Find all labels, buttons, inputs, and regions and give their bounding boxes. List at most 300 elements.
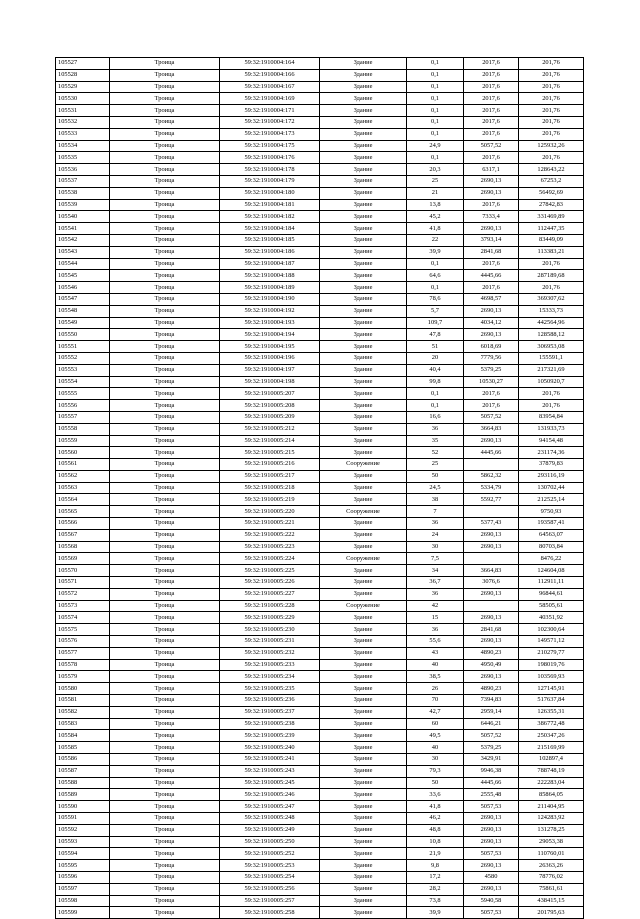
area-cell: 34 xyxy=(407,565,464,577)
area-cell: 25 xyxy=(407,459,464,471)
object-type-cell: Здание xyxy=(320,907,407,919)
cadastral-number-cell: 59:32:1910005:228 xyxy=(220,600,320,612)
object-type-cell: Сооружение xyxy=(320,459,407,471)
table-row xyxy=(56,612,584,624)
object-number-cell: 105537 xyxy=(56,175,110,187)
cadastral-value-cell: 201,76 xyxy=(519,282,584,294)
object-number-cell: 105528 xyxy=(56,69,110,81)
object-number-cell: 105530 xyxy=(56,93,110,105)
locality-cell: Троица xyxy=(110,105,220,117)
table-row xyxy=(56,718,584,730)
locality-cell: Троица xyxy=(110,175,220,187)
table-row xyxy=(56,636,584,648)
object-type-cell: Здание xyxy=(320,871,407,883)
object-number-cell: 105536 xyxy=(56,164,110,176)
table-row xyxy=(56,789,584,801)
object-type-cell: Здание xyxy=(320,341,407,353)
area-cell: 7,5 xyxy=(407,553,464,565)
object-number-cell: 105581 xyxy=(56,695,110,707)
cadastral-number-cell: 59:32:1910005:216 xyxy=(220,459,320,471)
object-type-cell: Здание xyxy=(320,246,407,258)
object-type-cell: Здание xyxy=(320,836,407,848)
locality-cell: Троица xyxy=(110,636,220,648)
cadastral-number-cell: 59:32:1910005:237 xyxy=(220,706,320,718)
locality-cell: Троица xyxy=(110,695,220,707)
object-type-cell: Здание xyxy=(320,777,407,789)
locality-cell: Троица xyxy=(110,529,220,541)
area-cell: 0,1 xyxy=(407,152,464,164)
cadastral-number-cell: 59:32:1910005:229 xyxy=(220,612,320,624)
object-number-cell: 105579 xyxy=(56,671,110,683)
cadastral-value-cell: 331469,89 xyxy=(519,211,584,223)
cadastral-number-cell: 59:32:1910004:197 xyxy=(220,364,320,376)
cadastral-value-cell: 56492,69 xyxy=(519,187,584,199)
cadastral-number-cell: 59:32:1910005:209 xyxy=(220,411,320,423)
object-type-cell: Здание xyxy=(320,234,407,246)
table-row xyxy=(56,765,584,777)
unit-value-cell: 5592,77 xyxy=(464,494,519,506)
unit-value-cell: 5057,52 xyxy=(464,140,519,152)
object-number-cell: 105586 xyxy=(56,754,110,766)
cadastral-number-cell: 59:32:1910005:222 xyxy=(220,529,320,541)
locality-cell: Троица xyxy=(110,659,220,671)
area-cell: 40 xyxy=(407,659,464,671)
cadastral-number-cell: 59:32:1910004:198 xyxy=(220,376,320,388)
area-cell: 73,8 xyxy=(407,895,464,907)
unit-value-cell: 2690,13 xyxy=(464,636,519,648)
area-cell: 30 xyxy=(407,754,464,766)
object-type-cell: Здание xyxy=(320,69,407,81)
object-number-cell: 105551 xyxy=(56,341,110,353)
object-type-cell: Здание xyxy=(320,364,407,376)
cadastral-number-cell: 59:32:1910005:214 xyxy=(220,435,320,447)
object-number-cell: 105577 xyxy=(56,647,110,659)
object-type-cell: Здание xyxy=(320,258,407,270)
locality-cell: Троица xyxy=(110,824,220,836)
table-row xyxy=(56,459,584,471)
table-row xyxy=(56,659,584,671)
unit-value-cell: 4445,66 xyxy=(464,270,519,282)
area-cell: 0,1 xyxy=(407,116,464,128)
cadastral-number-cell: 59:32:1910005:208 xyxy=(220,400,320,412)
unit-value-cell: 5334,79 xyxy=(464,482,519,494)
unit-value-cell: 2690,13 xyxy=(464,860,519,872)
area-cell: 50 xyxy=(407,470,464,482)
cadastral-value-cell: 64563,07 xyxy=(519,529,584,541)
area-cell: 20,3 xyxy=(407,164,464,176)
locality-cell: Троица xyxy=(110,883,220,895)
cadastral-value-cell: 113383,21 xyxy=(519,246,584,258)
unit-value-cell: 2017,6 xyxy=(464,128,519,140)
cadastral-value-cell: 201,76 xyxy=(519,388,584,400)
object-type-cell: Здание xyxy=(320,848,407,860)
object-number-cell: 105571 xyxy=(56,577,110,589)
locality-cell: Троица xyxy=(110,411,220,423)
table-row xyxy=(56,69,584,81)
object-type-cell: Здание xyxy=(320,447,407,459)
object-type-cell: Здание xyxy=(320,400,407,412)
unit-value-cell: 2017,6 xyxy=(464,69,519,81)
cadastral-value-cell: 127145,91 xyxy=(519,683,584,695)
cadastral-number-cell: 59:32:1910005:233 xyxy=(220,659,320,671)
object-type-cell: Здание xyxy=(320,58,407,70)
object-number-cell: 105585 xyxy=(56,742,110,754)
object-type-cell: Здание xyxy=(320,718,407,730)
cadastral-value-cell: 131278,25 xyxy=(519,824,584,836)
unit-value-cell: 2690,13 xyxy=(464,529,519,541)
cadastral-value-cell: 211404,95 xyxy=(519,801,584,813)
cadastral-number-cell: 59:32:1910005:247 xyxy=(220,801,320,813)
table-row xyxy=(56,175,584,187)
area-cell: 79,3 xyxy=(407,765,464,777)
cadastral-value-cell: 198019,76 xyxy=(519,659,584,671)
area-cell: 99,8 xyxy=(407,376,464,388)
object-type-cell: Здание xyxy=(320,789,407,801)
unit-value-cell: 2017,6 xyxy=(464,199,519,211)
area-cell: 40 xyxy=(407,742,464,754)
object-type-cell: Здание xyxy=(320,624,407,636)
table-row xyxy=(56,211,584,223)
unit-value-cell xyxy=(464,459,519,471)
table-row xyxy=(56,317,584,329)
cadastral-value-cell: 306953,08 xyxy=(519,341,584,353)
cadastral-number-cell: 59:32:1910004:167 xyxy=(220,81,320,93)
object-type-cell: Здание xyxy=(320,565,407,577)
cadastral-value-cell: 15333,73 xyxy=(519,305,584,317)
object-number-cell: 105556 xyxy=(56,400,110,412)
area-cell: 13,8 xyxy=(407,199,464,211)
cadastral-value-cell: 9750,93 xyxy=(519,506,584,518)
object-number-cell: 105572 xyxy=(56,588,110,600)
object-type-cell: Здание xyxy=(320,293,407,305)
area-cell: 39,9 xyxy=(407,907,464,919)
unit-value-cell: 2017,6 xyxy=(464,58,519,70)
cadastral-number-cell: 59:32:1910005:243 xyxy=(220,765,320,777)
table-row xyxy=(56,647,584,659)
unit-value-cell: 4950,49 xyxy=(464,659,519,671)
locality-cell: Троица xyxy=(110,600,220,612)
cadastral-value-cell: 67253,2 xyxy=(519,175,584,187)
cadastral-number-cell: 59:32:1910004:189 xyxy=(220,282,320,294)
unit-value-cell: 5057,53 xyxy=(464,907,519,919)
table-row xyxy=(56,270,584,282)
locality-cell: Троица xyxy=(110,258,220,270)
object-type-cell: Здание xyxy=(320,706,407,718)
object-type-cell: Здание xyxy=(320,211,407,223)
object-number-cell: 105554 xyxy=(56,376,110,388)
cadastral-number-cell: 59:32:1910004:179 xyxy=(220,175,320,187)
object-type-cell: Здание xyxy=(320,199,407,211)
locality-cell: Троица xyxy=(110,352,220,364)
locality-cell: Троица xyxy=(110,447,220,459)
locality-cell: Троица xyxy=(110,270,220,282)
locality-cell: Троица xyxy=(110,541,220,553)
area-cell: 24,9 xyxy=(407,140,464,152)
object-number-cell: 105591 xyxy=(56,813,110,825)
object-type-cell: Здание xyxy=(320,270,407,282)
cadastral-value-cell: 201,76 xyxy=(519,128,584,140)
cadastral-number-cell: 59:32:1910004:186 xyxy=(220,246,320,258)
unit-value-cell: 3664,83 xyxy=(464,565,519,577)
unit-value-cell: 2690,13 xyxy=(464,824,519,836)
object-number-cell: 105575 xyxy=(56,624,110,636)
area-cell: 22 xyxy=(407,234,464,246)
unit-value-cell: 5377,43 xyxy=(464,518,519,530)
table-row xyxy=(56,506,584,518)
locality-cell: Троица xyxy=(110,506,220,518)
object-type-cell: Здание xyxy=(320,152,407,164)
unit-value-cell: 2690,13 xyxy=(464,329,519,341)
registry-table-body xyxy=(56,58,584,919)
unit-value-cell: 2017,6 xyxy=(464,93,519,105)
cadastral-value-cell: 94154,48 xyxy=(519,435,584,447)
cadastral-number-cell: 59:32:1910005:250 xyxy=(220,836,320,848)
table-row xyxy=(56,494,584,506)
locality-cell: Троица xyxy=(110,624,220,636)
area-cell: 0,1 xyxy=(407,81,464,93)
locality-cell: Троица xyxy=(110,423,220,435)
unit-value-cell: 2017,6 xyxy=(464,105,519,117)
object-type-cell: Здание xyxy=(320,494,407,506)
locality-cell: Троица xyxy=(110,164,220,176)
cadastral-value-cell: 201,76 xyxy=(519,58,584,70)
area-cell: 0,1 xyxy=(407,282,464,294)
object-type-cell: Здание xyxy=(320,801,407,813)
cadastral-value-cell: 369307,62 xyxy=(519,293,584,305)
unit-value-cell: 2690,13 xyxy=(464,612,519,624)
object-type-cell: Здание xyxy=(320,813,407,825)
object-type-cell: Здание xyxy=(320,742,407,754)
unit-value-cell: 6018,69 xyxy=(464,341,519,353)
unit-value-cell: 3664,83 xyxy=(464,423,519,435)
cadastral-number-cell: 59:32:1910005:236 xyxy=(220,695,320,707)
object-type-cell: Здание xyxy=(320,352,407,364)
area-cell: 0,1 xyxy=(407,388,464,400)
object-type-cell: Здание xyxy=(320,329,407,341)
unit-value-cell: 2690,13 xyxy=(464,223,519,235)
cadastral-value-cell: 201,76 xyxy=(519,81,584,93)
object-number-cell: 105595 xyxy=(56,860,110,872)
cadastral-number-cell: 59:32:1910004:180 xyxy=(220,187,320,199)
object-type-cell: Здание xyxy=(320,423,407,435)
area-cell: 46,2 xyxy=(407,813,464,825)
cadastral-value-cell: 287189,68 xyxy=(519,270,584,282)
cadastral-number-cell: 59:32:1910004:182 xyxy=(220,211,320,223)
cadastral-value-cell: 112447,35 xyxy=(519,223,584,235)
table-row xyxy=(56,435,584,447)
object-number-cell: 105566 xyxy=(56,518,110,530)
unit-value-cell: 4890,23 xyxy=(464,647,519,659)
cadastral-value-cell: 149571,12 xyxy=(519,636,584,648)
table-row xyxy=(56,105,584,117)
table-row xyxy=(56,824,584,836)
cadastral-number-cell: 59:32:1910005:226 xyxy=(220,577,320,589)
table-row xyxy=(56,871,584,883)
cadastral-value-cell: 222283,04 xyxy=(519,777,584,789)
object-type-cell: Здание xyxy=(320,282,407,294)
unit-value-cell: 5057,53 xyxy=(464,848,519,860)
object-type-cell: Здание xyxy=(320,105,407,117)
table-row xyxy=(56,187,584,199)
cadastral-number-cell: 59:32:1910005:256 xyxy=(220,883,320,895)
object-number-cell: 105567 xyxy=(56,529,110,541)
locality-cell: Троица xyxy=(110,647,220,659)
object-number-cell: 105584 xyxy=(56,730,110,742)
object-number-cell: 105549 xyxy=(56,317,110,329)
object-number-cell: 105590 xyxy=(56,801,110,813)
object-number-cell: 105574 xyxy=(56,612,110,624)
unit-value-cell: 5862,32 xyxy=(464,470,519,482)
locality-cell: Троица xyxy=(110,742,220,754)
cadastral-number-cell: 59:32:1910004:166 xyxy=(220,69,320,81)
cadastral-value-cell: 37879,83 xyxy=(519,459,584,471)
object-number-cell: 105555 xyxy=(56,388,110,400)
unit-value-cell: 3793,14 xyxy=(464,234,519,246)
cadastral-number-cell: 59:32:1910005:225 xyxy=(220,565,320,577)
unit-value-cell xyxy=(464,506,519,518)
cadastral-number-cell: 59:32:1910004:195 xyxy=(220,341,320,353)
cadastral-number-cell: 59:32:1910004:178 xyxy=(220,164,320,176)
object-number-cell: 105563 xyxy=(56,482,110,494)
area-cell: 0,1 xyxy=(407,105,464,117)
object-number-cell: 105576 xyxy=(56,636,110,648)
table-row xyxy=(56,813,584,825)
cadastral-number-cell: 59:32:1910004:169 xyxy=(220,93,320,105)
unit-value-cell: 2841,68 xyxy=(464,246,519,258)
locality-cell: Троица xyxy=(110,588,220,600)
locality-cell: Троица xyxy=(110,140,220,152)
table-row xyxy=(56,577,584,589)
locality-cell: Троица xyxy=(110,612,220,624)
table-row xyxy=(56,234,584,246)
area-cell: 33,6 xyxy=(407,789,464,801)
locality-cell: Троица xyxy=(110,718,220,730)
cadastral-number-cell: 59:32:1910005:254 xyxy=(220,871,320,883)
cadastral-value-cell: 155591,1 xyxy=(519,352,584,364)
table-row xyxy=(56,801,584,813)
area-cell: 55,6 xyxy=(407,636,464,648)
locality-cell: Троица xyxy=(110,730,220,742)
area-cell: 36 xyxy=(407,423,464,435)
locality-cell: Троица xyxy=(110,801,220,813)
cadastral-number-cell: 59:32:1910005:219 xyxy=(220,494,320,506)
area-cell: 49,5 xyxy=(407,730,464,742)
table-row xyxy=(56,860,584,872)
object-type-cell: Здание xyxy=(320,730,407,742)
unit-value-cell xyxy=(464,600,519,612)
locality-cell: Троица xyxy=(110,199,220,211)
locality-cell: Троица xyxy=(110,246,220,258)
unit-value-cell: 2690,13 xyxy=(464,541,519,553)
object-number-cell: 105565 xyxy=(56,506,110,518)
cadastral-number-cell: 59:32:1910005:252 xyxy=(220,848,320,860)
area-cell: 40,4 xyxy=(407,364,464,376)
unit-value-cell: 3429,91 xyxy=(464,754,519,766)
cadastral-number-cell: 59:32:1910005:234 xyxy=(220,671,320,683)
table-row xyxy=(56,848,584,860)
locality-cell: Троица xyxy=(110,435,220,447)
area-cell: 0,1 xyxy=(407,400,464,412)
area-cell: 0,1 xyxy=(407,69,464,81)
cadastral-value-cell: 112911,11 xyxy=(519,577,584,589)
locality-cell: Троица xyxy=(110,482,220,494)
locality-cell: Троица xyxy=(110,871,220,883)
cadastral-number-cell: 59:32:1910004:193 xyxy=(220,317,320,329)
unit-value-cell: 2690,13 xyxy=(464,305,519,317)
unit-value-cell: 4580 xyxy=(464,871,519,883)
locality-cell: Троица xyxy=(110,907,220,919)
object-type-cell: Здание xyxy=(320,883,407,895)
object-number-cell: 105570 xyxy=(56,565,110,577)
object-number-cell: 105552 xyxy=(56,352,110,364)
locality-cell: Троица xyxy=(110,341,220,353)
cadastral-value-cell: 201,76 xyxy=(519,400,584,412)
locality-cell: Троица xyxy=(110,754,220,766)
object-type-cell: Здание xyxy=(320,317,407,329)
cadastral-number-cell: 59:32:1910005:258 xyxy=(220,907,320,919)
cadastral-value-cell: 96844,61 xyxy=(519,588,584,600)
area-cell: 0,1 xyxy=(407,128,464,140)
area-cell: 52 xyxy=(407,447,464,459)
object-type-cell: Здание xyxy=(320,376,407,388)
unit-value-cell: 5057,53 xyxy=(464,801,519,813)
object-number-cell: 105569 xyxy=(56,553,110,565)
object-number-cell: 105580 xyxy=(56,683,110,695)
table-row xyxy=(56,600,584,612)
table-row xyxy=(56,364,584,376)
cadastral-number-cell: 59:32:1910004:192 xyxy=(220,305,320,317)
cadastral-number-cell: 59:32:1910004:194 xyxy=(220,329,320,341)
area-cell: 28,2 xyxy=(407,883,464,895)
unit-value-cell: 2690,13 xyxy=(464,813,519,825)
table-row xyxy=(56,518,584,530)
object-number-cell: 105550 xyxy=(56,329,110,341)
object-type-cell: Здание xyxy=(320,529,407,541)
cadastral-number-cell: 59:32:1910004:184 xyxy=(220,223,320,235)
object-number-cell: 105541 xyxy=(56,223,110,235)
cadastral-value-cell: 29053,38 xyxy=(519,836,584,848)
locality-cell: Троица xyxy=(110,470,220,482)
object-number-cell: 105544 xyxy=(56,258,110,270)
area-cell: 38,5 xyxy=(407,671,464,683)
area-cell: 48,8 xyxy=(407,824,464,836)
cadastral-number-cell: 59:32:1910005:232 xyxy=(220,647,320,659)
table-row xyxy=(56,742,584,754)
unit-value-cell: 2017,6 xyxy=(464,116,519,128)
cadastral-value-cell: 126355,31 xyxy=(519,706,584,718)
area-cell: 20 xyxy=(407,352,464,364)
object-type-cell: Здание xyxy=(320,305,407,317)
area-cell: 25 xyxy=(407,175,464,187)
cadastral-number-cell: 59:32:1910005:224 xyxy=(220,553,320,565)
locality-cell: Троица xyxy=(110,388,220,400)
object-number-cell: 105561 xyxy=(56,459,110,471)
table-row xyxy=(56,152,584,164)
table-row xyxy=(56,754,584,766)
unit-value-cell: 4698,57 xyxy=(464,293,519,305)
unit-value-cell: 5057,52 xyxy=(464,730,519,742)
locality-cell: Троица xyxy=(110,577,220,589)
object-type-cell: Здание xyxy=(320,588,407,600)
locality-cell: Троица xyxy=(110,777,220,789)
table-row xyxy=(56,730,584,742)
unit-value-cell: 9946,38 xyxy=(464,765,519,777)
locality-cell: Троица xyxy=(110,494,220,506)
unit-value-cell: 5379,25 xyxy=(464,742,519,754)
unit-value-cell: 5057,52 xyxy=(464,411,519,423)
cadastral-number-cell: 59:32:1910004:196 xyxy=(220,352,320,364)
object-number-cell: 105542 xyxy=(56,234,110,246)
